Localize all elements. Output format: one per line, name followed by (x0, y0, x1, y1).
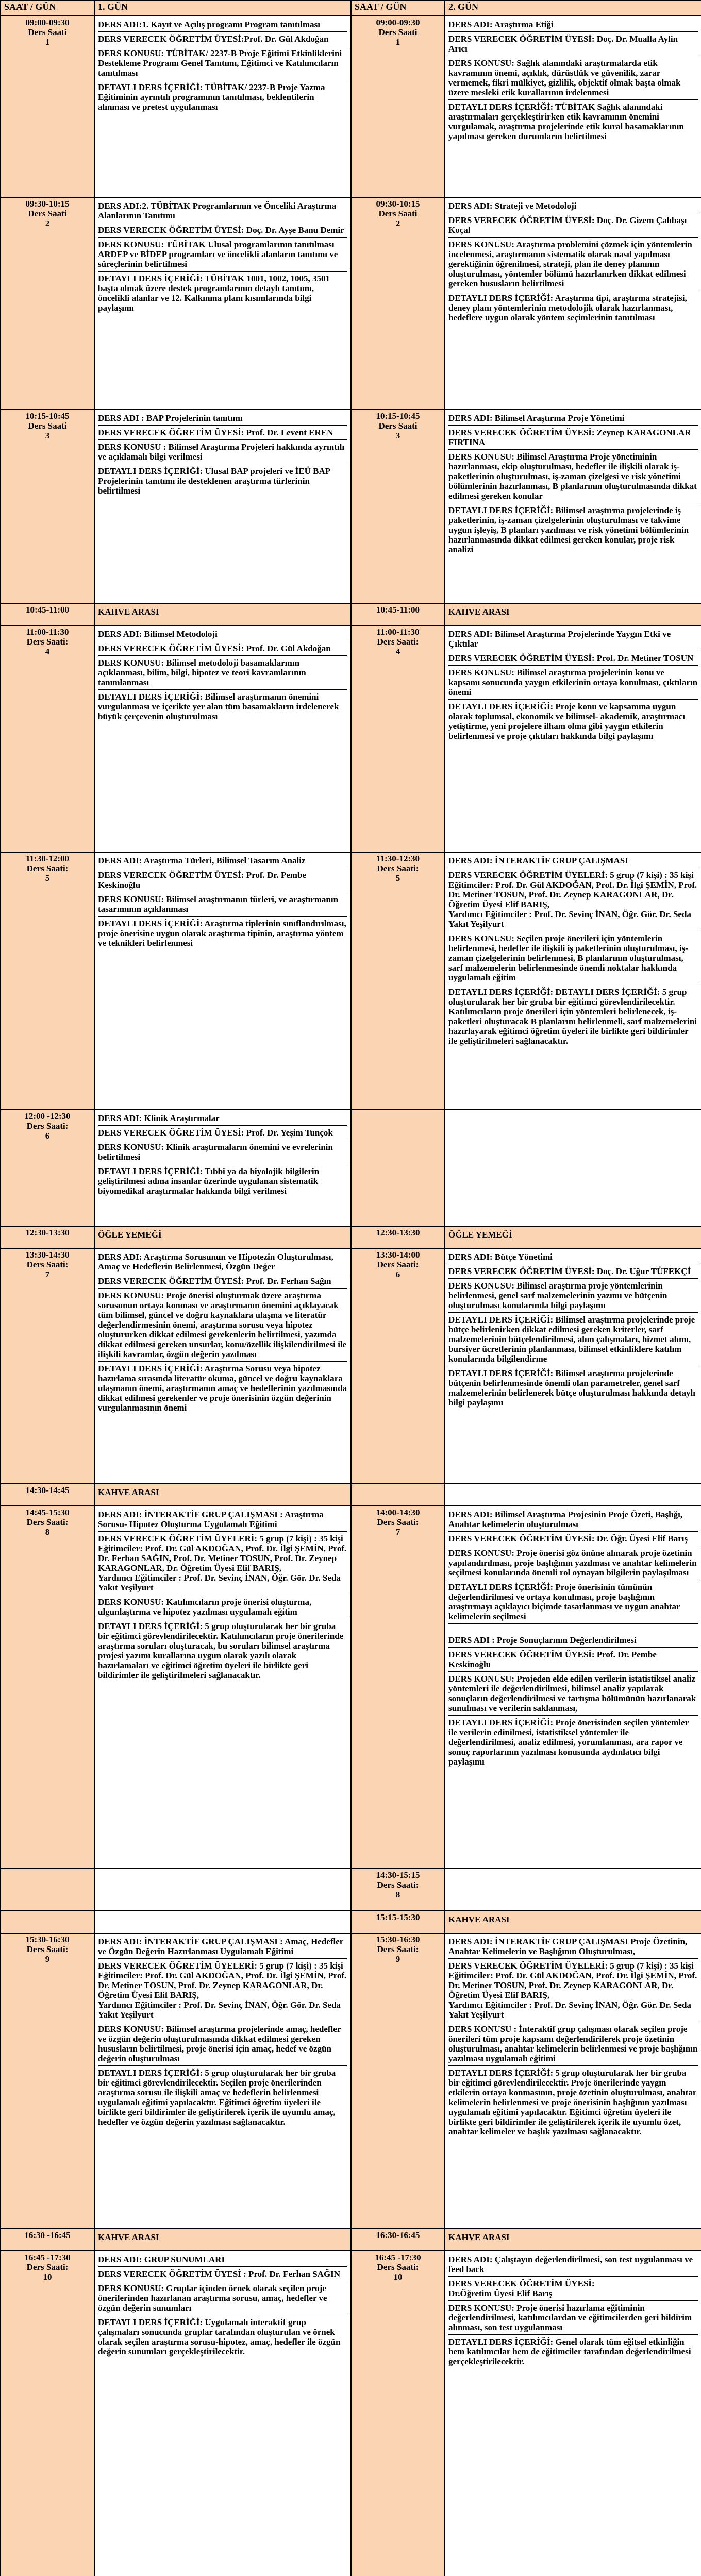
session-detail: DERS KONUSU: Katılımcıların proje önerisi oluşturma, ulgunlaştırma ve hipotez yazılması uygulamalı eğitim (98, 1595, 347, 1619)
right-time-cell (351, 852, 445, 1109)
time-label: 10:15-10:45 (25, 411, 70, 421)
session-detail: DERS KONUSU: TÜBİTAK Ulusal programlarının tanıtılması ARDEP ve BİDEP programları ve öncelikli alanların tanıtımı ve süreçlerinin belirtilmesi (98, 238, 347, 272)
session-detail: DERS KONUSU: Seçilen proje önerileri için yöntemlerin belirlenmesi, hedefler ile ilişkili iş paketlerinin oluşturulması, iş-zaman çizelgelerinin belirlenmesi, B planlarının oluşturulması, sarf malzemelerin belirlenmesinde önemli noktalar hakkında uygulamalı eğitim (448, 931, 698, 985)
schedule-row (1, 197, 701, 410)
session-label: Ders Saati: 7 (26, 1260, 69, 1280)
session-detail: ÖĞLE YEMEĞİ (448, 1230, 512, 1240)
session-detail: DERS ADI:1. Kayıt ve Açılış programı Program tanıtılması (98, 18, 347, 32)
schedule-row (1, 1933, 701, 2229)
left-time-cell (1, 16, 94, 197)
session-detail: DERS KONUSU: Araştırma problemini çözmek için yöntemlerin incelenmesi, araştırmanın sistematik olarak nasıl yapılması gerektiğinin öğrenilmesi, strateji, plan ile deney planının oluşturulması, yöntemler bölümü hazırlanırken dikkat edilmesi gereken hususların belirtilmesi (448, 238, 698, 291)
session-detail: DERS KONUSU: Proje önerisi oluşturmak üzere araştırma sorusunun ortaya konması ve araştırmanın önemini açıklayacak tüm bilimsel, güncel ve doğru kaynaklara ulaşma ve literatür değerlendirmesinin önemi, araştırma sorusu veya hipotez oluştururken dikkat edilmesi gerekenlerin belirtilmesi, yazımda dikkat edilmesi gereken unsurlar, konu/özellik ilişkilendirilmesi ile ilişkili kavramlar, özgün değerin yazılması (98, 1289, 347, 1362)
schedule-row (1, 2229, 701, 2251)
right-time-cell (351, 197, 445, 410)
left-content-cell (94, 1248, 351, 1483)
session-detail: DETAYLI DERS İÇERİĞİ: 5 grup oluşturularak her bir gruba bir eğitimci görevlendirilecektir. Katılımcıların proje önerilerinde araştırma soruları oluşturacak, bu soruları bilimsel araştırma projesi yazımı kurallarına uygun olarak yazılı olarak hazırlamaları ve eğitimci öğretim üyeleri ile birlikte geri bildirimler ile geliştirilmeleri sağlanacaktır. (98, 1621, 344, 1680)
session-detail: DERS VERECEK ÖĞRETİM ÜYESİ: Doç. Dr. Ayşe Banu Demir (98, 223, 347, 238)
time-label: 11:30-12:00 (25, 854, 70, 864)
left-time-cell (1, 603, 94, 625)
header-day-1: 1. GÜN (94, 1, 351, 16)
session-detail: DETAYLI DERS İÇERİĞİ: TÜBİTAK/ 2237-B Proje Yazma Eğitiminin ayrıntılı programının tanıtılması, beklentilerin alınması ve pretest uygulanması (98, 82, 325, 112)
time-label: 12:30-13:30 (25, 1228, 70, 1238)
session-detail: DERS ADI: Bilimsel Araştırma Proje Yönetimi (448, 411, 698, 426)
session-detail: KAHVE ARASI (98, 2232, 159, 2242)
session-detail: DERS KONUSU: Projeden elde edilen verilerin istatistiksel analiz yöntemleri ile değerlendirilmesi, bilimsel analiz yapılarak sonuçların değerlendirilmesi ve tartışma bölümünün hazırlanarak sunulması ve verilerin saklanması, (448, 1672, 698, 1716)
time-label: 16:30 -16:45 (24, 2230, 71, 2240)
time-label: 15:15-15:30 (376, 1912, 420, 1923)
session-detail: DERS ADI: İNTERAKTİF GRUP ÇALIŞMASI (448, 854, 698, 868)
right-time-cell (351, 2251, 445, 2576)
time-label: 16:45 -17:30 (24, 2252, 71, 2262)
right-content-cell (445, 2229, 701, 2251)
session-detail: DETAYLI DERS İÇERİĞİ: DETAYLI DERS İÇERİĞİ: 5 grup oluşturularak her bir gruba bir eğitimci görevlendirilecektir. Katılımcıların proje önerileri için yöntemleri belirlenecek, iş-paketleri oluşturacak B planlarını belirlenmeli, sarf malzemelerini hazırlayarak eğitimci öğretim üyeleri ile birlikte geri bildirimler ile geliştirilmeleri sağlanacaktır. (448, 987, 697, 1046)
session-detail: DETAYLI DERS İÇERİĞİ: Bilimsel araştırma projelerinde iş paketlerinin, iş-zaman çizelgelerinin oluşturulması ve takvime uygun işleyiş, B planları yazılması ve risk yönetimi bölümlerinin hazırlanmasında dikkat edilmesi gereken konular, proje risk analizi (448, 505, 689, 555)
session-detail: DERS VERECEK ÖĞRETİM ÜYESİ: Doç. Dr. Gizem Çalıbaşı Koçal (448, 213, 698, 238)
schedule-row (1, 1226, 701, 1248)
schedule-row (1, 16, 701, 197)
time-label: 15:30-16:30 (376, 1935, 420, 1945)
schedule-body (1, 16, 701, 2576)
session-detail: DERS KONUSU: Bilimsel araştırma projelerinde amaç, hedefler ve özgün değerin oluşturulmasında dikkat edilmesi gereken hususların belirtilmesi, proje önerisi için amaç, hedef ve özgün değerin oluşturulması (98, 2022, 347, 2066)
session-detail: DETAYLI DERS İÇERİĞİ: Proje önerisinin tümünün değerlendirilmesi ve ortaya konulması, proje başlığının araştırmayı açıklayıcı biçimde tasarlanması ve uygun anahtar kelimelerin seçilmesi (448, 1580, 698, 1624)
right-content-cell (445, 16, 701, 197)
right-content-cell (445, 197, 701, 410)
session-label: Ders Saati: 9 (26, 1944, 69, 1964)
right-time-cell (351, 1484, 445, 1506)
session-detail: DERS KONUSU: Klinik araştırmaların önemini ve evrelerinin belirtilmesi (98, 1140, 347, 1164)
schedule-row (1, 1506, 701, 1869)
session-detail: DERS VERECEK ÖĞRETİM ÜYESİ: Prof. Dr. Pembe Keskinoğlu (98, 868, 347, 892)
time-label: 10:45-11:00 (25, 604, 70, 615)
session-label: Ders Saati: 9 (377, 1944, 419, 1964)
session-detail: DETAYLI DERS İÇERİĞİ: Araştırma tipi, araştırma stratejisi, deney planı yöntemlerinin metodolojik olarak hazırlanması, hedeflere uygun olarak yöntem seçimlerinin tanıtılması (448, 293, 687, 323)
left-time-cell (1, 1933, 94, 2229)
session-detail: DERS VERECEK ÖĞRETİM ÜYESİ : Prof. Dr. Ferhan SAĞIN (98, 2267, 347, 2281)
session-label: Ders Saati: 5 (377, 863, 419, 884)
header-day-2: 2. GÜN (445, 1, 701, 16)
session-detail: DERS ADI : BAP Projelerinin tanıtımı (98, 411, 347, 426)
schedule-row (1, 1869, 701, 1911)
session-detail: DERS KONUSU : İnteraktif grup çalışması olarak seçilen proje önerileri tüm proje kapsamı değerlendirilerek proje özetinin oluşturulması, anahtar kelimelerin belirlenmesi ve proje başlığının yazılması uygulamalı eğitimi (448, 2022, 698, 2066)
right-time-cell (351, 1110, 445, 1227)
session-detail: DERS KONUSU: Bilimsel araştırma proje yöntemlerinin belirlenmesi, genel sarf malzemelerinin yazımı ve bütçenin oluşturulması konularında bilgi paylaşımı (448, 1279, 698, 1313)
session-label: Ders Saati: 5 (26, 863, 69, 884)
session-detail: DERS ADI: Bütçe Yönetimi (448, 1250, 698, 1264)
right-content-cell (445, 2251, 701, 2576)
left-time-cell (1, 2251, 94, 2576)
session-detail: DERS VERECEK ÖĞRETİM ÜYELERİ: 5 grup (7 kişi) : 35 kişi Eğitimciler: Prof. Dr. Gül AKDOĞAN, Prof. Dr. İlgi ŞEMİN, Prof. Dr. Metiner TOSUN, Prof. Dr. Zeynep KARAGONLAR, Dr. Öğretim Üyesi Elif BARIŞ, Yardımcı Eğitimciler : Prof. Dr. Sevinç İNAN, Öğr. Gör. Dr. Seda Yakıt Yeşilyurt (448, 1959, 698, 2022)
time-label: 11:00-11:30 (26, 626, 69, 637)
session-detail: DERS ADI: Strateji ve Metodoloji (448, 199, 698, 213)
session-label: Ders Saati: 7 (377, 1517, 419, 1537)
header-time-day-1: SAAT / GÜN (1, 1, 94, 16)
left-time-cell (1, 1869, 94, 1911)
left-content-cell (94, 2251, 351, 2576)
left-content-cell (94, 2229, 351, 2251)
left-time-cell (1, 1911, 94, 1933)
session-detail: DERS ADI: Bilimsel Araştırma Projelerinde Yaygın Etki ve Çıktılar (448, 627, 698, 651)
session-detail: KAHVE ARASI (98, 606, 159, 617)
session-detail: DERS ADI: Araştırma Türleri, Bilimsel Tasarım Analiz (98, 854, 347, 868)
right-content-cell (445, 1506, 701, 1869)
right-time-cell (351, 1933, 445, 2229)
session-detail: DERS KONUSU: Sağlık alanındaki araştırmalarda etik kavramının önemi, açıklık, dürüstlük ve güvenilik, zarar vermemek, fikri mülkiyet, gizlilik, objektif olmak başta olmak üzere mesleki etik kurallarının irdelenmesi (448, 56, 698, 100)
session-detail: DETAYLI DERS İÇERİĞİ: Bilimsel araştırma projelerinde bütçenin belirlenmesinde önemli olan parametreler, genel sarf malzemelerinin belirlenerek bütçe oluşturulması hakkında detaylı bilgi paylaşımı (448, 1368, 695, 1408)
session-detail: DERS KONUSU: Proje önerisi hazırlama eğitiminin değerlendirilmesi, katılımcılardan ve eğitimcilerden geri bildirim alınması, son test uygulanması (448, 2301, 698, 2335)
session-label: Ders Saati: 8 (26, 1517, 69, 1537)
time-label: 14:45-15:30 (25, 1507, 70, 1517)
right-time-cell (351, 603, 445, 625)
schedule-row (1, 1484, 701, 1506)
right-time-cell (351, 410, 445, 603)
left-content-cell (94, 852, 351, 1109)
session-detail: DETAYLI DERS İÇERİĞİ: 5 grup oluşturularak her bir gruba bir eğitimci görevlendirilecektir. Proje önerilerinde yaygın etkilerin ortaya konmasının, proje özetinin oluşturulması, anahtar kelimelerin belirlenmesi ve proje önerisinin başlığının yazılması uygulamalı eğitimi yapılacaktır. Eğitimci öğretim üyeleri ile birlikte geri bildirimler ile geliştirilerek içerik ile uyumlu özet, anahtar kelimeler ve başlık yazılması sağlanacaktır. (448, 2068, 697, 2137)
left-time-cell (1, 2229, 94, 2251)
session-detail: DETAYLI DERS İÇERİĞİ: Bilimsel araştırmanın önemini vurgulanması ve içerikte yer alan tüm basamakların irdelenerek büyük çerçevenin oluşturulması (98, 691, 339, 721)
time-label: 15:30-16:30 (25, 1935, 70, 1945)
session-label: Ders Saati 1 (378, 27, 418, 47)
session-detail: DERS KONUSU: Gruplar içinden örnek olarak seçilen proje önerilerinden hazırlanan araştırma sorusu, amaç, hedefler ve özgün değerin sunumları (98, 2281, 347, 2315)
time-label: 16:45 -17:30 (375, 2252, 421, 2262)
time-label: 09:00-09:30 (25, 18, 70, 27)
session-label: Ders Saati 2 (378, 209, 418, 229)
session-label: Ders Saati: 10 (377, 2262, 419, 2282)
time-label: 12:30-13:30 (376, 1228, 420, 1238)
left-content-cell (94, 1911, 351, 1933)
schedule-row (1, 1248, 701, 1483)
session-detail: DERS ADI: Bilimsel Metodoloji (98, 627, 347, 641)
session-detail: DERS VERECEK ÖĞRETİM ÜYESİ: Prof. Dr. Metiner TOSUN (448, 651, 698, 666)
left-time-cell (1, 197, 94, 410)
session-detail: DERS VERECEK ÖĞRETİM ÜYELERİ: 5 grup (7 kişi) : 35 kişi Eğitimciler: Prof. Dr. Gül AKDOĞAN, Prof. Dr. İlgi ŞEMİN, Prof. Dr. Metiner TOSUN, Prof. Dr. Zeynep KARAGONLAR, Dr. Öğretim Üyesi Elif BARIŞ, Yardımcı Eğitimciler : Prof. Dr. Sevinç İNAN, Öğr. Gör. Dr. Seda Yakıt Yeşilyurt (448, 868, 698, 931)
schedule-row (1, 1110, 701, 1227)
session-label: Ders Saati: 6 (377, 1260, 419, 1280)
header-row (1, 1, 701, 16)
session-label: Ders Saati 3 (378, 421, 418, 441)
session-label: Ders Saati: 8 (377, 1879, 419, 1900)
header-time-day-2: SAAT / GÜN (351, 1, 445, 16)
time-label: 10:15-10:45 (376, 411, 420, 421)
session-detail: DETAYLI DERS İÇERİĞİ: Proje önerisinden seçilen yöntemler ile verilerin edinilmesi, istatistiksel yöntemler ile değerlendirilmesi, analiz edilmesi, yorumlanması, ara rapor ve sonuç raporlarının yazılması konusunda aydınlatıcı bilgi paylaşımı (448, 1717, 689, 1767)
left-time-cell (1, 410, 94, 603)
time-label: 11:00-11:30 (376, 626, 420, 637)
session-detail: DERS VERECEK ÖĞRETİM ÜYESİ: Prof. Dr. Ferhan Sağın (98, 1274, 347, 1289)
session-detail: DERS VERECEK ÖĞRETİM ÜYELERİ: 5 grup (7 kişi) : 35 kişi Eğitimciler: Prof. Dr. Gül AKDOĞAN, Prof. Dr. İlgi ŞEMİN, Prof. Dr. Ferhan SAĞIN, Prof. Dr. Metiner TOSUN, Prof. Dr. Zeynep KARAGONLAR, Dr. Öğretim Üyesi Elif BARIŞ, Yardımcı Eğitimciler : Prof. Dr. Sevinç İNAN, Öğr. Gör. Dr. Seda Yakıt Yeşilyurt (98, 1532, 347, 1595)
left-time-cell (1, 625, 94, 853)
session-detail: DERS VERECEK ÖĞRETİM ÜYESİ: Zeynep KARAGONLAR FIRTINA (448, 426, 698, 450)
schedule-row (1, 625, 701, 853)
right-time-cell (351, 1911, 445, 1933)
right-time-cell (351, 625, 445, 853)
spacer (448, 1624, 698, 1633)
session-detail: DERS ADI : Proje Sonuçlarının Değerlendirilmesi (448, 1633, 698, 1648)
left-time-cell (1, 1110, 94, 1227)
left-content-cell (94, 1226, 351, 1248)
session-detail: DERS ADI: GRUP SUNUMLARI (98, 2252, 347, 2267)
session-detail: KAHVE ARASI (448, 2232, 510, 2242)
session-detail: DERS KONUSU : Bilimsel Araştırma Projeleri hakkında ayrıntılı ve açıklamalı bilgi verilmesi (98, 440, 347, 464)
right-content-cell (445, 410, 701, 603)
right-time-cell (351, 1506, 445, 1869)
session-detail: DETAYLI DERS İÇERİĞİ: Araştırma Sorusu veya hipotez hazırlama sırasında literatür okuma, güncel ve doğru kaynaklara ulaşmanın önemi, araştırmanın amaç ve hedeflerinin yazılmasında dikkat edilmesi gerekenler ve proje önerisinin özgün değerinin vurgulanmasının önemi (98, 1364, 347, 1413)
schedule-row (1, 603, 701, 625)
time-label: 09:30-10:15 (25, 199, 70, 209)
left-time-cell (1, 1226, 94, 1248)
session-detail: DERS ADI: İNTERAKTİF GRUP ÇALIŞMASI : Amaç, Hedefler ve Özgün Değerin Hazırlanması Uygulamalı Eğitimi (98, 1935, 347, 1959)
session-detail: DETAYLI DERS İÇERİĞİ: Araştırma tiplerinin sınıflandırılması, proje önerisine uygun olarak araştırma tipinin, araştırma yöntem ve teknikleri belirlenmesi (98, 919, 346, 948)
right-time-cell (351, 1248, 445, 1483)
session-detail: DERS ADI: Çalıştayın değerlendirilmesi, son test uygulanması ve feed back (448, 2252, 698, 2277)
session-label: Ders Saati 2 (28, 209, 67, 229)
session-detail: DERS VERECEK ÖĞRETİM ÜYESİ: Doç. Dr. Uğur TÜFEKÇİ (448, 1264, 698, 1279)
session-detail: DERS VERECEK ÖĞRETİM ÜYESİ: Prof. Dr. Pembe Keskinoğlu (448, 1648, 698, 1672)
session-label: Ders Saati: 6 (26, 1121, 69, 1141)
left-time-cell (1, 1248, 94, 1483)
left-time-cell (1, 1484, 94, 1506)
left-content-cell (94, 1484, 351, 1506)
right-content-cell (445, 1226, 701, 1248)
left-content-cell (94, 1110, 351, 1227)
session-label: Ders Saati 1 (28, 27, 67, 47)
left-content-cell (94, 1869, 351, 1911)
right-content-cell (445, 1911, 701, 1933)
left-time-cell (1, 852, 94, 1109)
session-detail: DERS ADI: Araştırma Etiği (448, 18, 698, 32)
session-detail: DETAYLI DERS İÇERİĞİ: TÜBİTAK 1001, 1002, 1005, 3501 başta olmak üzere destek programlarının detaylı tanıtımı, öncelikli alanlar ve 12. Kalkınma planı kısımlarında bilgi paylaşımı (98, 274, 330, 313)
right-content-cell (445, 603, 701, 625)
right-time-cell (351, 1226, 445, 1248)
time-label: 14:00-14:30 (376, 1507, 420, 1517)
session-detail: DERS KONUSU: Bilimsel araştırmanın türleri, ve araştırmanın tasarımının açıklanması (98, 892, 347, 917)
session-detail: KAHVE ARASI (448, 606, 510, 617)
session-detail: KAHVE ARASI (448, 1914, 510, 1925)
time-label: 09:30-10:15 (376, 199, 420, 209)
time-label: 13:30-14:30 (25, 1250, 70, 1260)
session-detail: KAHVE ARASI (98, 1487, 159, 1497)
left-content-cell (94, 625, 351, 853)
time-label: 12:00 -12:30 (24, 1111, 71, 1121)
session-detail: DERS ADI: Klinik Araştırmalar (98, 1111, 347, 1126)
session-detail: DETAYLI DERS İÇERİĞİ: 5 grup oluşturularak her bir gruba bir eğitimci görevlendirilecektir. Seçilen proje önerilerinden araştırma sorusu ile ilişkili amaç ve hedeflerin belirlenmesi uygulamalı eğitimi yapılacaktır. Eğitimci öğretim üyeleri ile birlikte geri bildirimler ile geliştirilerek içerik ile uyumlu amaç, hedefler ve özgün değerin yazılması sağlanacaktır. (98, 2068, 336, 2127)
left-content-cell (94, 410, 351, 603)
left-content-cell (94, 603, 351, 625)
session-detail: DERS VERECEK ÖĞRETİM ÜYESİ:Prof. Dr. Gül Akdoğan (98, 32, 347, 46)
right-content-cell (445, 625, 701, 853)
session-detail: DERS ADI: Bilimsel Araştırma Projesinin Proje Özeti, Başlığı, Anahtar kelimelerin oluşturulması (448, 1507, 698, 1532)
session-detail: DERS VERECEK ÖĞRETİM ÜYESİ: Prof. Dr. Gül Akdoğan (98, 641, 347, 656)
right-content-cell (445, 1248, 701, 1483)
session-detail: DERS VERECEK ÖĞRETİM ÜYESİ: Prof. Dr. Yeşim Tunçok (98, 1126, 347, 1140)
time-label: 10:45-11:00 (376, 604, 420, 615)
session-detail: DERS KONUSU: Bilimsel Araştırma Proje yönetiminin hazırlanması, ekip oluşturulması, hedefler ile ilişkili olarak iş-paketlerinin oluşturulması, iş-zaman çizelgesi ve risk yönetimi bölümlerinin hazırlanması, B planlarının oluşturulmasında dikkat edilmesi gereken konular (448, 450, 698, 503)
session-detail: DERS KONUSU: Proje önerisi göz önüne alınarak proje özetinin yapılandırılması, proje başlığının yazılması ve anahtar kelimelerin seçilmesi konularında önemli rol oynayan bilgilerin paylaşılması (448, 1546, 698, 1580)
right-content-cell (445, 852, 701, 1109)
time-label: 14:30-15:15 (376, 1870, 420, 1880)
session-detail: DERS VERECEK ÖĞRETİM ÜYELERİ: 5 grup (7 kişi) : 35 kişi Eğitimciler: Prof. Dr. Gül AKDOĞAN, Prof. Dr. İlgi ŞEMİN, Prof. Dr. Metiner TOSUN, Prof. Dr. Zeynep KARAGONLAR, Dr. Öğretim Üyesi Elif BARIŞ, Yardımcı Eğitimciler : Prof. Dr. Sevinç İNAN, Öğr. Gör. Dr. Seda Yakıt Yeşilyurt (98, 1959, 347, 2022)
time-label: 16:30-16:45 (376, 2230, 420, 2240)
session-label: Ders Saati: 4 (377, 636, 419, 656)
left-time-cell (1, 1506, 94, 1869)
session-detail: DETAYLI DERS İÇERİĞİ: TÜBİTAK Sağlık alanındaki araştırmaları gerçekleştirirken etik kavramının önemini vurgulamak, araştırma projelerinde etik kural basamaklarının yapılması gereken durumların belirtilmesi (448, 102, 684, 141)
schedule-row (1, 2251, 701, 2576)
session-detail: DETAYLI DERS İÇERİĞİ: Proje konu ve kapsamına uygun olarak toplumsal, ekonomik ve bilimsel- akademik, araştırmacı yetiştirme, yeni projelere ilham olma gibi yaygın etkilerin belirlenmesi ve proje çıktıları hakkında bilgi paylaşımı (448, 701, 685, 741)
left-content-cell (94, 1933, 351, 2229)
session-detail: ÖĞLE YEMEĞİ (98, 1230, 162, 1240)
session-detail: DERS ADI:2. TÜBİTAK Programlarının ve Önceliki Araştırma Alanlarının Tanıtımı (98, 199, 347, 223)
session-detail: DETAYLI DERS İÇERİĞİ: Bilimsel araştırma projelerinde proje bütçe belirlenirken dikkat edilmesi gereken kriterler, sarf malzemelerinin bütçelendirilmesi, alım çalışmaları, hizmet alımı, bursiyer ücretlerinin planlanması, bilimsel etkinliklere katılım konularında bilgilendirme (448, 1313, 698, 1366)
left-content-cell (94, 16, 351, 197)
session-label: Ders Saati: 10 (26, 2262, 69, 2282)
time-label: 14:30-14:45 (25, 1485, 70, 1495)
session-detail: DETAYLI DERS İÇERİĞİ: Uygulamalı interaktif grup çalışmaları sonucunda gruplar tarafından oluşturulan ve örnek olarak seçilen araştırma sorusu-hipotez, amaç, hedefler ile özgün değerin sunumları gerçekleştirilecektir. (98, 2317, 341, 2357)
right-content-cell (445, 1110, 701, 1227)
right-content-cell (445, 1933, 701, 2229)
session-detail: DETAYLI DERS İÇERİĞİ: Genel olarak tüm eğitsel etkinliğin hem katılımcılar hem de eğitimciler tarafından değerlendirilmesi gerçekleştirilecektir. (448, 2336, 691, 2366)
schedule-row (1, 410, 701, 603)
session-label: Ders Saati 3 (28, 421, 67, 441)
session-detail: DERS ADI: İNTERAKTİF GRUP ÇALIŞMASI Proje Özetinin, Anahtar Kelimelerin ve Başlığının Oluşturulması, (448, 1935, 698, 1959)
session-detail: DETAYLI DERS İÇERİĞİ: Tıbbi ya da biyolojik bilgilerin geliştirilmesi adına insanlar üzerinde uygulanan sistematik biyomedikal araştırmalar hakkında bilgi verilmesi (98, 1166, 320, 1196)
session-label: Ders Saati: 4 (26, 636, 69, 656)
session-detail: DERS KONUSU: TÜBİTAK/ 2237-B Proje Eğitimi Etkinliklerini Destekleme Programı Genel Tanıtımı, Eğitimci ve Katılımcıların tanıtılması (98, 46, 347, 80)
left-content-cell (94, 1506, 351, 1869)
time-label: 09:00-09:30 (376, 18, 420, 27)
session-detail: DERS VERECEK ÖĞRETİM ÜYESİ: Dr.Öğretim Üyesi Elif Barış (448, 2277, 698, 2301)
session-detail: DERS KONUSU: Bilimsel araştırma projelerinin konu ve kapsamı sonucunda yaygın etkilerinin ortaya konulması, çıktıların önemi (448, 666, 698, 700)
right-time-cell (351, 16, 445, 197)
schedule-row (1, 852, 701, 1109)
session-detail: DERS KONUSU: Bilimsel metodoloji basamaklarının açıklanması, bilim, bilgi, hipotez ve teori kavramlarının tanımlanması (98, 656, 347, 690)
left-content-cell (94, 197, 351, 410)
time-label: 11:30-12:30 (376, 854, 420, 864)
time-label: 13:30-14:00 (376, 1250, 420, 1260)
session-detail: DERS ADI: İNTERAKTİF GRUP ÇALIŞMASI : Araştırma Sorusu- Hipotez Oluşturma Uygulamalı Eğitimi (98, 1507, 347, 1532)
right-content-cell (445, 1869, 701, 1911)
session-detail: DERS VERECEK ÖĞRETİM ÜYESİ: Prof. Dr. Levent EREN (98, 426, 347, 440)
session-detail: DETAYLI DERS İÇERİĞİ: Ulusal BAP projeleri ve İEÜ BAP Projelerinin tanıtımı ile desteklenen araştırma türlerinin belirtilmesi (98, 466, 330, 496)
right-time-cell (351, 1869, 445, 1911)
session-detail: DERS VERECEK ÖĞRETİM ÜYESİ: Doç. Dr. Mualla Aylin Arıcı (448, 32, 698, 56)
right-content-cell (445, 1484, 701, 1506)
schedule-row (1, 1911, 701, 1933)
session-detail: DERS VERECEK ÖĞRETİM ÜYESİ: Dr. Öğr. Üyesi Elif Barış (448, 1532, 698, 1546)
session-detail: DERS ADI: Araştırma Sorusunun ve Hipotezin Oluşturulması, Amaç ve Hedeflerin Belirlenmesi, Özgün Değer (98, 1250, 347, 1274)
right-time-cell (351, 2229, 445, 2251)
